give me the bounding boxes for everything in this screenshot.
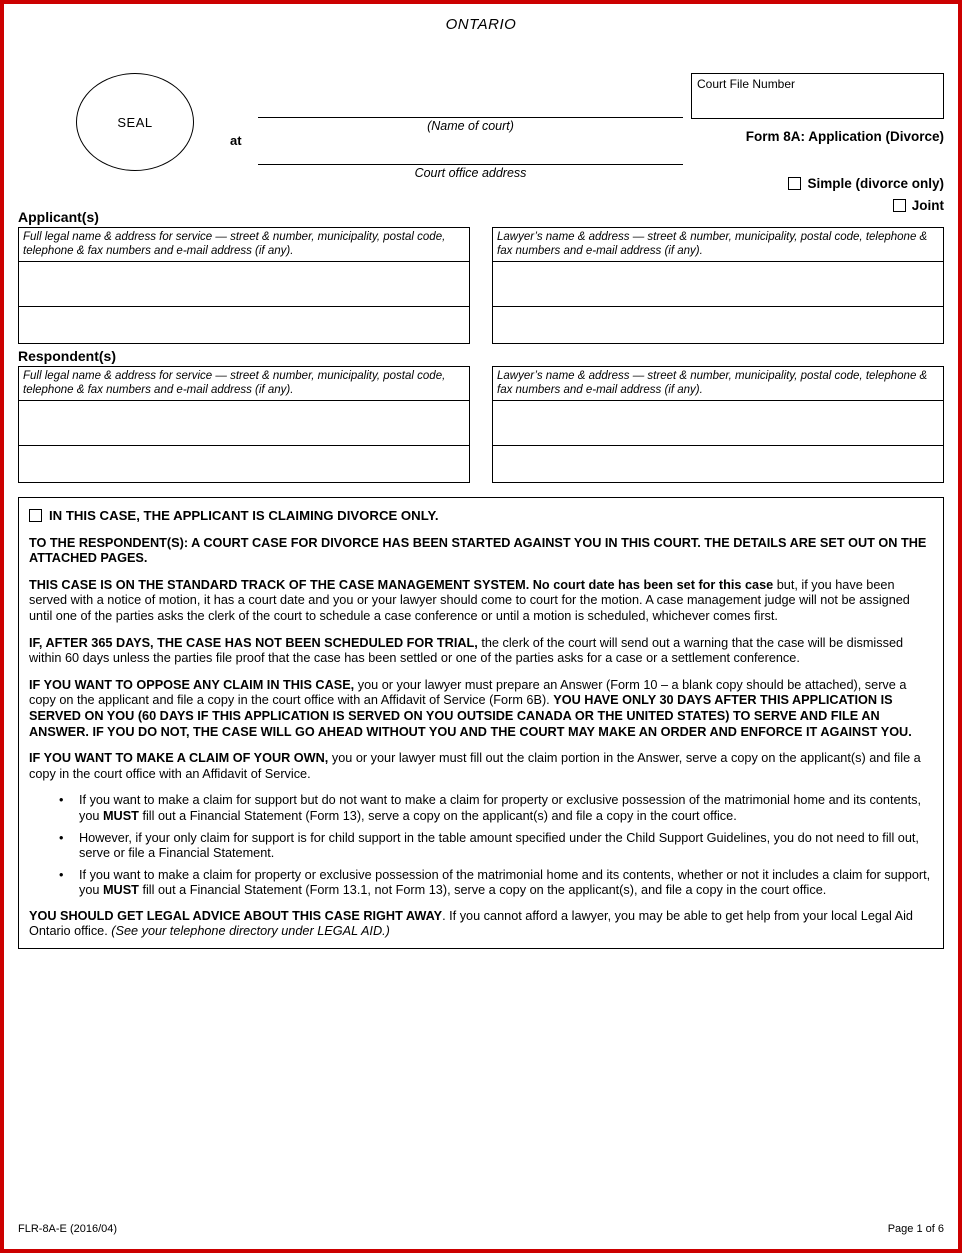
bullet-2-text: However, if your only claim for support is for child support in the table amount specified under the Child Support Guidelines, you do not need to fill out, serve or file a Financial Statement. — [79, 830, 919, 861]
respondent-party-field-2[interactable] — [19, 446, 469, 482]
notice-standard-track-rest: but, if you have been served with a notice of motion, it has a court date and you or your lawyer should come to court for the motion. A case management judge will not be assigned until one of the parties asks the clerk of the court to schedule a case conference or until a motion is scheduled, whichever comes first. — [29, 577, 910, 623]
list-item — [29, 831, 933, 862]
notice-oppose-claim-bold2: YOU HAVE ONLY 30 DAYS AFTER THIS APPLICATION IS SERVED ON YOU (60 DAYS IF THIS APPLICATION IS SERVED ON YOU OUTSIDE CANADA OR THE UNITED STATES) TO SERVE AND FILE AN ANSWER. IF YOU DO NOT, THE CASE WILL GO AHEAD WITHOUT YOU AND THE COURT MAY MAKE AN ORDER AND ENFORCE IT AGAINST YOU. — [29, 693, 912, 739]
joint-option[interactable] — [664, 198, 944, 213]
respondent-party-field-1[interactable] — [19, 401, 469, 446]
respondent-lawyer-caption: Lawyer’s name & address — street & number, municipality, postal code, telephone & fax numbers and e-mail address (if any). — [493, 367, 943, 401]
bullet-3-part-b: fill out a Financial Statement (Form 13.1, not Form 13), serve a copy on the applicant(s), and file a copy in the court office. — [138, 883, 827, 898]
form-title: Form 8A: Application (Divorce) — [745, 129, 944, 144]
notice-legal-advice-bold: YOU SHOULD GET LEGAL ADVICE ABOUT THIS CASE RIGHT AWAY — [29, 908, 443, 923]
form-header — [18, 37, 944, 213]
notice-own-claim-bold: IF YOU WANT TO MAKE A CLAIM OF YOUR OWN, — [29, 751, 329, 766]
applicant-party-box[interactable] — [18, 227, 470, 344]
bullet-1-bold: MUST — [102, 808, 139, 823]
notice-legal-advice-italic: (See your telephone directory under LEGAL AID.) — [111, 924, 390, 939]
list-item — [29, 793, 933, 824]
respondents-section — [18, 366, 944, 483]
court-seal: SEAL — [76, 73, 194, 171]
applicant-party-field-2[interactable] — [19, 307, 469, 343]
notice-365-days-bold: IF, AFTER 365 DAYS, THE CASE HAS NOT BEEN SCHEDULED FOR TRIAL, — [29, 635, 478, 650]
notice-bullet-list — [29, 793, 933, 899]
at-label: at — [230, 133, 242, 148]
notice-legal-advice — [29, 909, 933, 940]
respondent-lawyer-field-2[interactable] — [493, 446, 943, 482]
court-office-address-caption: Court office address — [414, 166, 527, 180]
applicant-party-column — [18, 227, 470, 344]
applicant-party-caption: Full legal name & address for service — street & number, municipality, postal code, telephone & fax numbers and e-mail address (if any). — [19, 228, 469, 262]
bullet-3-bold: MUST — [102, 883, 139, 898]
respondent-party-caption: Full legal name & address for service — street & number, municipality, postal code, telephone & fax numbers and e-mail address (if any). — [19, 367, 469, 401]
simple-divorce-checkbox[interactable] — [788, 177, 801, 190]
list-item — [29, 868, 933, 899]
simple-divorce-label: Simple (divorce only) — [807, 176, 944, 191]
form-code: FLR-8A-E (2016/04) — [18, 1223, 118, 1235]
applicant-lawyer-field-2[interactable] — [493, 307, 943, 343]
notice-legal-advice-rest: . If you cannot afford a lawyer, you may be able to get help from your local Legal Aid Ontario office. — [29, 908, 913, 939]
notice-oppose-claim-mid: you or your lawyer must prepare an Answer (Form 10 – a blank copy should be attached), serve a copy on the applicant and file a copy in the court office with an Affidavit of Service (Form 6B). — [29, 677, 907, 708]
applicants-section-label: Applicant(s) — [18, 209, 99, 225]
divorce-only-label: IN THIS CASE, THE APPLICANT IS CLAIMING DIVORCE ONLY. — [49, 508, 439, 523]
court-file-number-label: Court File Number — [697, 77, 796, 91]
notice-365-days — [29, 636, 933, 667]
notice-oppose-claim-bold: IF YOU WANT TO OPPOSE ANY CLAIM IN THIS CASE, — [29, 677, 355, 692]
document-sheet — [10, 10, 952, 1243]
notice-to-respondents-text: TO THE RESPONDENT(S): A COURT CASE FOR DIVORCE HAS BEEN STARTED AGAINST YOU IN THIS COURT. THE DETAILS ARE SET OUT ON THE ATTACHED PAGES. — [29, 535, 927, 566]
divorce-only-option[interactable] — [29, 508, 933, 524]
bullet-3-part-a: If you want to make a claim for property or exclusive possession of the matrimonial home and its contents, whether or not it includes a claim for support, you — [79, 867, 931, 898]
province-heading: ONTARIO — [445, 16, 517, 33]
applicant-party-field-1[interactable] — [19, 262, 469, 307]
bullet-1-part-a: If you want to make a claim for support but do not want to make a claim for property or exclusive possession of the matrimonial home and its contents, you — [79, 793, 922, 823]
simple-divorce-option[interactable] — [664, 176, 944, 191]
court-office-address-line[interactable] — [258, 164, 683, 165]
notice-to-respondents — [29, 536, 933, 567]
respondent-party-column — [18, 366, 470, 483]
respondent-lawyer-field-1[interactable] — [493, 401, 943, 446]
notice-standard-track-bold: THIS CASE IS ON THE STANDARD TRACK OF THE CASE MANAGEMENT SYSTEM. No court date has been set for this case — [29, 577, 774, 592]
respondent-lawyer-box[interactable] — [492, 366, 944, 483]
divorce-only-checkbox[interactable] — [29, 509, 42, 522]
applicant-lawyer-field-1[interactable] — [493, 262, 943, 307]
name-of-court-caption: (Name of court) — [427, 119, 514, 133]
notice-365-days-rest: the clerk of the court will send out a warning that the case will be dismissed within 60 days unless the parties file proof that the case has been settled or one of the parties asks for a case or a settlement conference. — [29, 635, 904, 666]
applicant-lawyer-caption: Lawyer’s name & address — street & number, municipality, postal code, telephone & fax numbers and e-mail address (if any). — [493, 228, 943, 262]
name-of-court-line[interactable] — [258, 117, 683, 118]
page-number: Page 1 of 6 — [887, 1223, 944, 1235]
applicant-lawyer-column — [492, 227, 944, 344]
document-content — [18, 16, 944, 949]
respondent-lawyer-column — [492, 366, 944, 483]
respondent-party-box[interactable] — [18, 366, 470, 483]
notice-own-claim-rest: you or your lawyer must fill out the claim portion in the Answer, serve a copy on the applicant(s) and file a copy in the court office with an Affidavit of Service. — [29, 751, 921, 781]
joint-label: Joint — [911, 198, 944, 213]
notice-oppose-claim — [29, 678, 933, 740]
notice-block — [18, 497, 944, 949]
notice-own-claim — [29, 751, 933, 782]
page-footer — [18, 1223, 944, 1235]
joint-checkbox[interactable] — [893, 199, 906, 212]
applicants-section — [18, 227, 944, 344]
notice-standard-track — [29, 578, 933, 625]
respondents-section-label: Respondent(s) — [18, 348, 116, 364]
court-file-number-field[interactable] — [691, 73, 944, 119]
bullet-1-part-b: fill out a Financial Statement (Form 13), serve a copy on the applicant(s) and file a copy in the court office. — [138, 808, 737, 823]
applicant-lawyer-box[interactable] — [492, 227, 944, 344]
